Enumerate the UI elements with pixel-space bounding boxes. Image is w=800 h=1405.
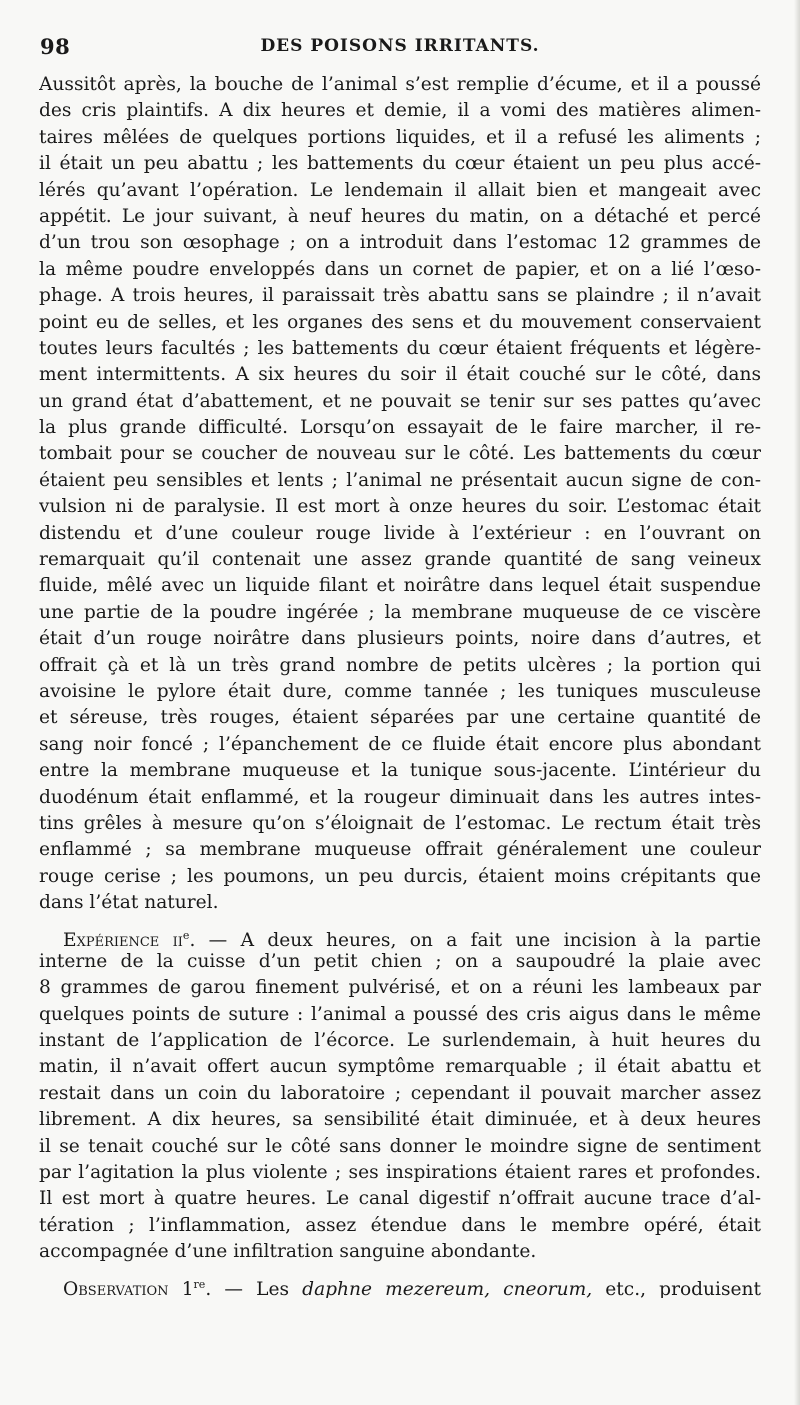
page-number: 98: [40, 34, 71, 59]
paragraph-observation-1: [39, 1272, 761, 1298]
observation-line-end: etc., produisent: [592, 1278, 761, 1298]
text-line: quelques points de suture : l’animal a poussé des cris aigus dans le même: [39, 1003, 761, 1025]
text-line: taires mêlées de quelques portions liquides, et il a refusé les aliments ;: [39, 126, 761, 148]
text-line: duodénum était enflammé, et la rougeur diminuait dans les autres intes-: [39, 786, 761, 808]
text-line: des cris plaintifs. A dix heures et demie, il a vomi des matières alimen-: [39, 100, 761, 122]
text-line: accompagnée d’une infiltration sanguine abondante.: [39, 1241, 537, 1263]
text-line: la même poudre enveloppés dans un cornet de papier, et on a lié l’œso-: [39, 258, 761, 280]
text-line: il se tenait couché sur le côté sans donner le moindre signe de sentiment: [39, 1135, 761, 1157]
observation-number-suffix: re: [193, 1277, 206, 1291]
text-line: la plus grande difficulté. Lorsqu’on essayait de le faire marcher, il re-: [39, 417, 761, 439]
experience-number: ii: [172, 929, 183, 949]
observation-after-label: . — Les: [205, 1278, 303, 1298]
text-line: [39, 1272, 761, 1298]
paragraph-1: [39, 72, 761, 917]
text-line: il était un peu abattu ; les battements du cœur étaient un peu plus accé-: [39, 153, 761, 175]
text-line: phage. A trois heures, il paraissait très abattu sans se plaindre ; il n’avait: [39, 285, 761, 307]
text-line: appétit. Le jour suivant, à neuf heures du matin, on a détaché et percé: [39, 205, 761, 227]
running-title: DES POISONS IRRITANTS.: [260, 36, 540, 56]
text-line: distendu et d’une couleur rouge livide à l’extérieur : en l’ouvrant on: [39, 522, 761, 544]
text-line: tération ; l’inflammation, assez étendue dans le membre opéré, était: [39, 1214, 761, 1236]
text-line: étaient peu sensibles et lents ; l’animal ne présentait aucun signe de con-: [39, 469, 761, 491]
text-line: sang noir foncé ; l’épanchement de ce fluide était encore plus abondant: [39, 733, 761, 755]
text-line: dans l’état naturel.: [39, 892, 219, 914]
text-line: tombait pour se coucher de nouveau sur le côté. Les battements du cœur: [39, 443, 761, 465]
text-line: remarquait qu’il contenait une assez grande quantité de sang veineux: [39, 549, 761, 571]
paragraph-experience-2: [39, 923, 761, 1266]
text-line: lérés qu’avant l’opération. Le lendemain il allait bien et mangeait avec: [39, 179, 761, 201]
text-line: et séreuse, très rouges, étaient séparées par une certaine quantité de: [39, 707, 761, 729]
page-edge-shadow: [794, 0, 800, 1405]
observation-italic-species: daphne mezereum, cneorum,: [302, 1278, 593, 1298]
text-line: librement. A dix heures, sa sensibilité était diminuée, et à deux heures: [39, 1109, 761, 1131]
text-line: enflammé ; sa membrane muqueuse offrait généralement une couleur: [39, 839, 761, 861]
text-line: toutes leurs facultés ; les battements du cœur étaient fréquents et légère-: [39, 337, 761, 359]
text-line: avoisine le pylore était dure, comme tannée ; les tuniques musculeuse: [39, 680, 761, 702]
text-line: était d’un rouge noirâtre dans plusieurs points, noire dans d’autres, et: [39, 628, 761, 650]
text-line: matin, il n’avait offert aucun symptôme remarquable ; il était abattu et: [39, 1056, 761, 1078]
text-line: tins grêles à mesure qu’on s’éloignait de l’estomac. Le rectum était très: [39, 812, 761, 834]
text-line: vulsion ni de paralysie. Il est mort à onze heures du soir. L’estomac était: [39, 496, 761, 518]
experience-number-suffix: e: [182, 928, 190, 942]
text-line: interne de la cuisse d’un petit chien ; on a saupoudré la plaie avec: [39, 950, 761, 972]
text-line: restait dans un coin du laboratoire ; cependant il pouvait marcher assez: [39, 1082, 761, 1104]
page-header: [40, 34, 760, 62]
text-line: un grand état d’abattement, et ne pouvait se tenir sur ses pattes qu’avec: [39, 390, 761, 412]
body-text: [39, 72, 761, 1298]
experience-label: Expérience: [63, 929, 160, 949]
text-line: offrait çà et là un très grand nombre de petits ulcères ; la portion qui: [39, 654, 761, 676]
text-line: entre la membrane muqueuse et la tunique sous-jacente. L’intérieur du: [39, 760, 761, 782]
experience-first-line: . — A deux heures, on a fait une incision à la partie: [189, 929, 761, 949]
text-line: rouge cerise ; les poumons, un peu durcis, étaient moins crépitants que: [39, 865, 761, 887]
text-line: une partie de la poudre ingérée ; la membrane muqueuse de ce viscère: [39, 601, 761, 623]
text-line: instant de l’application de l’écorce. Le surlendemain, à huit heures du: [39, 1030, 761, 1052]
observation-label: Observation: [63, 1278, 169, 1298]
text-line: ment intermittents. A six heures du soir il était couché sur le côté, dans: [39, 364, 761, 386]
text-line: par l’agitation la plus violente ; ses inspirations étaient rares et profondes.: [39, 1162, 761, 1184]
text-line: Aussitôt après, la bouche de l’animal s’est remplie d’écume, et il a poussé: [39, 74, 761, 95]
text-line: d’un trou son œsophage ; on a introduit dans l’estomac 12 grammes de: [39, 232, 761, 254]
observation-number: 1: [181, 1278, 194, 1298]
text-line: 8 grammes de garou finement pulvérisé, et on a réuni les lambeaux par: [39, 977, 761, 999]
text-line: fluide, mêlé avec un liquide filant et noirâtre dans lequel était suspendue: [39, 575, 761, 597]
text-line: Il est mort à quatre heures. Le canal digestif n’offrait aucune trace d’al-: [39, 1188, 761, 1210]
text-line: point eu de selles, et les organes des sens et du mouvement conservaient: [39, 311, 761, 333]
text-line: [39, 923, 761, 949]
